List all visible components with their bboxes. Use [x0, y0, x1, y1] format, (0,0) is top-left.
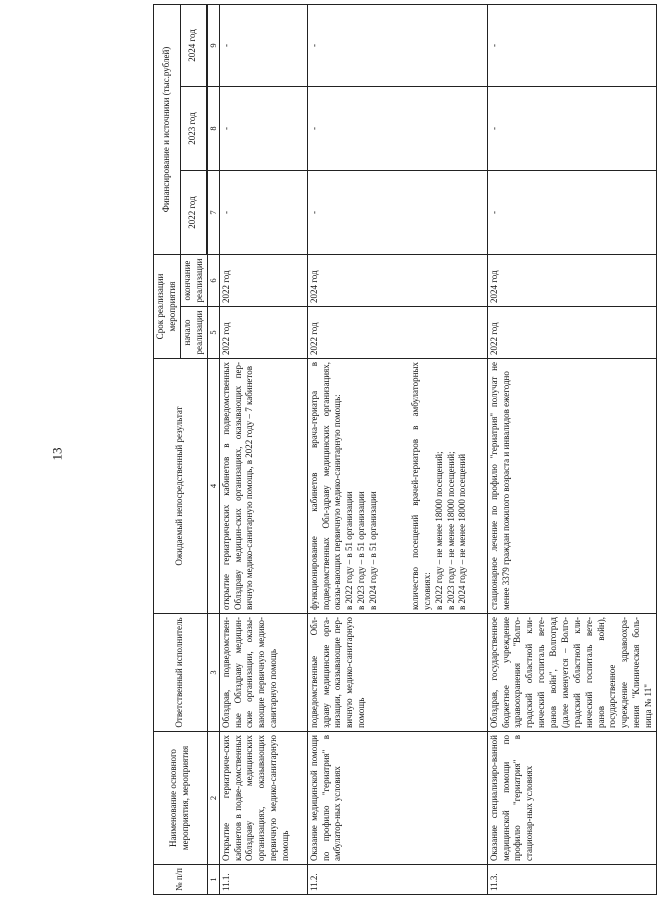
header-2023: 2023 год — [180, 87, 206, 171]
row-finance-2022: - — [219, 171, 307, 255]
result-main: открытие гериатрических кабинетов в подведомственных Облздраву медицин-ских организациях, оказывающих пер-вичную медико-санитарную помощь, в 2022 году – 7 кабинетов — [220, 362, 255, 610]
header-start: начало реализации — [180, 307, 207, 359]
row-number: 11.3. — [487, 865, 656, 895]
header-2022: 2022 год — [180, 171, 206, 255]
column-number: 6 — [207, 255, 219, 307]
header-finance: Финансирование и источники (тыс.рублей) — [154, 4, 181, 254]
row-finance-2024: - — [219, 4, 307, 86]
header-end: окончание реализации — [180, 255, 207, 307]
row-executor: подведомственные Обл-здраву медицинские орга-низации, оказывающие пер-вичную медико-санитарную помощь — [307, 614, 487, 732]
column-number: 4 — [207, 359, 219, 614]
row-name: Оказание специализиро-ванной медицинской помощи по профилю "гериатрия" в стационар-ных условиях — [487, 732, 656, 865]
row-name: Открытие гериатриче-ских кабинетов в подве-домственных Облздраву медицинских организациях, оказывающих первичную медико-санитарную помощь — [219, 732, 307, 865]
row-finance-2024: - — [307, 4, 487, 86]
row-executor: Облздрав, подведомствен-ные Облздраву медицин-ские организации, оказы-вающие первичную медико-санитарную помощь — [219, 614, 307, 732]
column-number: 8 — [207, 87, 219, 171]
result-line: в 2024 году – не менее 18000 посещений — [457, 453, 468, 610]
row-end: 2024 год — [487, 255, 656, 307]
row-finance-2024: - — [487, 4, 656, 86]
row-start: 2022 год — [219, 307, 307, 359]
column-number: 3 — [207, 614, 219, 732]
row-number: 11.2. — [307, 865, 487, 895]
header-executor: Ответственный исполнитель — [154, 614, 208, 732]
row-executor: Облздрав, государственное бюджетное учреждение здравоохранения "Волго-градский областной кли-нический госпиталь вете-ранов войн", Волгоград (далее именуется – Волго-градский областной кли-нический госпиталь вете-ранов войн), государственное учреждение здравоохра-нения "Клиническая боль-ница № 11" — [487, 614, 656, 732]
row-end: 2022 год — [219, 255, 307, 307]
row-finance-2023: - — [219, 87, 307, 171]
row-finance-2023: - — [487, 87, 656, 171]
result-extra: количество посещений врачей-гериатров в амбулаторных условиях: — [409, 362, 432, 610]
page-number: 13 — [49, 447, 65, 461]
row-number: 11.1. — [219, 865, 307, 895]
column-number: 5 — [207, 307, 219, 359]
result-line: в 2022 году – не менее 18000 посещений; — [433, 451, 444, 610]
header-no: № п/п — [154, 865, 208, 895]
header-2024: 2024 год — [180, 4, 206, 86]
column-number: 2 — [207, 732, 219, 865]
row-end: 2024 год — [307, 255, 487, 307]
row-finance-2023: - — [307, 87, 487, 171]
column-number: 9 — [207, 4, 219, 86]
table-row — [307, 4, 487, 894]
result-line: в 2022 году – в 51 организации — [344, 491, 355, 610]
row-name: Оказание медицинской помощи по профилю "гериатрия" в амбулатор-ных условиях — [307, 732, 487, 865]
table-row — [219, 4, 307, 894]
column-number: 7 — [207, 171, 219, 255]
column-number-row — [207, 4, 219, 894]
header-period: Срок реализации мероприятия — [154, 255, 181, 359]
row-finance-2022: - — [487, 171, 656, 255]
table-row — [487, 4, 656, 894]
result-main: стационарное лечение по профилю "гериатрия" получат не менее 3379 граждан пожилого возраста и инвалидов ежегодно — [488, 362, 511, 610]
result-main: функционирование кабинетов врача-гериатра в подведомственных Обл-здраву медицинских организациях, оказы-вающих первичную медико-санитарную помощь: — [308, 362, 343, 610]
row-start: 2022 год — [307, 307, 487, 359]
program-table — [153, 4, 657, 895]
document-sheet — [153, 5, 654, 895]
result-line: в 2023 году – в 51 организации — [356, 491, 367, 610]
header-name: Наименование основного мероприятия, мероприятия — [154, 732, 208, 865]
row-start: 2022 год — [487, 307, 656, 359]
row-finance-2022: - — [307, 171, 487, 255]
result-line: в 2024 году – в 51 организации — [368, 491, 379, 610]
row-result — [219, 359, 307, 614]
row-result — [307, 359, 487, 614]
column-number: 1 — [207, 865, 219, 895]
row-result — [487, 359, 656, 614]
header-result: Ожидаемый непосредственный результат — [154, 359, 208, 614]
result-line: в 2023 году – не менее 18000 посещений; — [445, 451, 456, 610]
